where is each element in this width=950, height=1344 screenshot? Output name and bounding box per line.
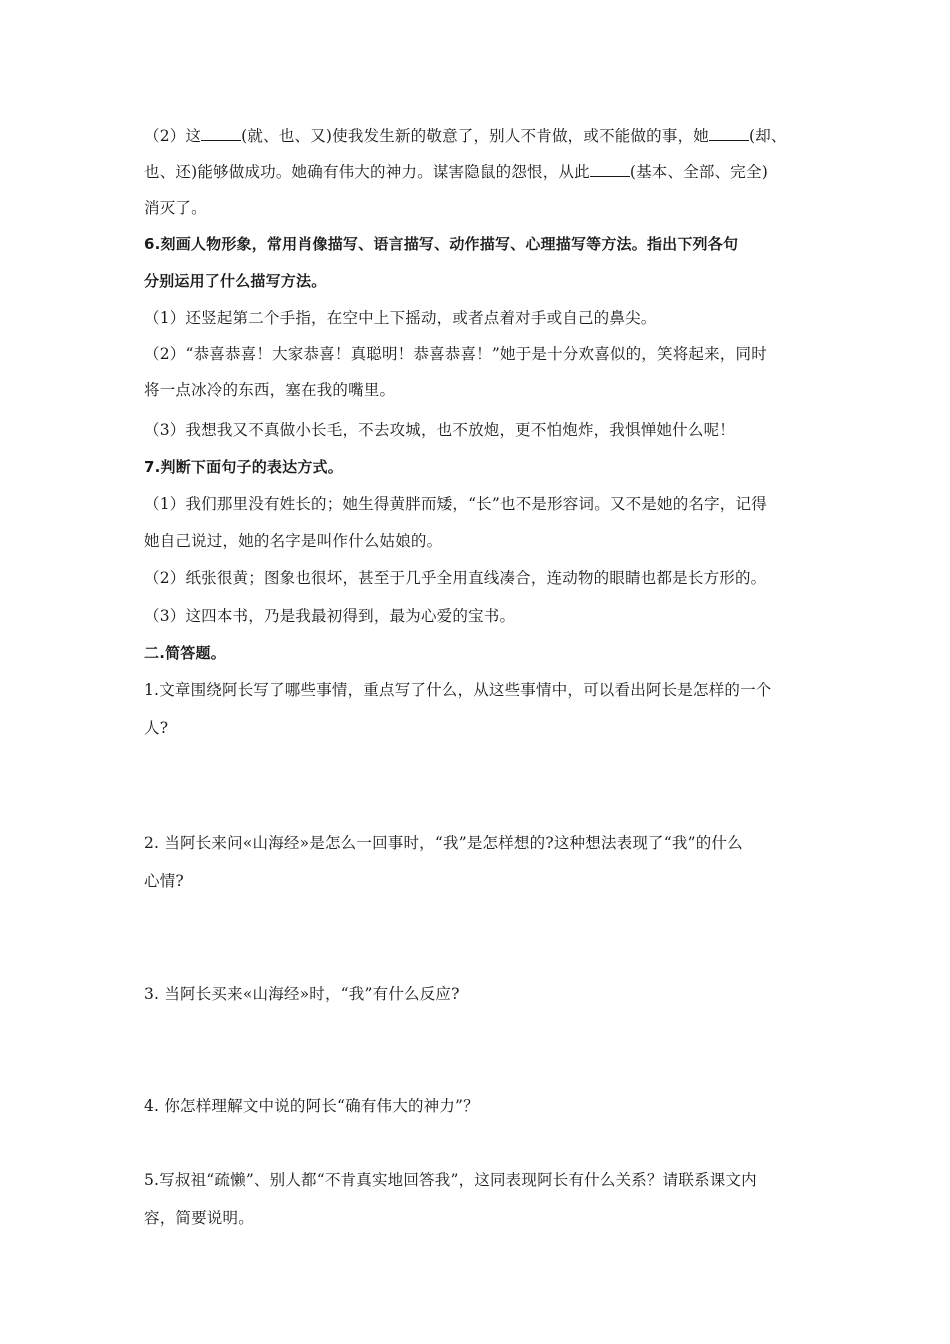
s2-q3: 3. 当阿长买来«山海经»时，“我”有什么反应? (144, 985, 460, 1003)
text-segment: (就、也、又)使我发生新的敬意了，别人不肯做，或不能做的事，她 (241, 127, 709, 145)
s2-q5-line2: 容，简要说明。 (144, 1209, 254, 1227)
s2-q1-line1: 1.文章围绕阿长写了哪些事情，重点写了什么，从这些事情中，可以看出阿长是怎样的一个 (144, 681, 772, 699)
q6-title-line2: 分别运用了什么描写方法。 (144, 272, 327, 290)
fill-blank (590, 161, 630, 177)
s2-q2-line2: 心情? (144, 872, 184, 890)
s2-q5-line1: 5.写叔祖“疏懒”、别人都“不肯真实地回答我”，这同表现阿长有什么关系？请联系课文内 (144, 1171, 757, 1189)
text-segment: (基本、全部、完全) (629, 163, 768, 181)
q7-sentence-1-line1: （1）我们那里没有姓长的；她生得黄胖而矮，“长”也不是形容词。又不是她的名字，记得 (144, 495, 767, 513)
text-segment: （2）这 (144, 127, 202, 145)
text-segment: (却、 (748, 127, 787, 145)
section2-title: 二.简答题。 (144, 644, 226, 662)
q6-sentence-2-line2: 将一点冰冷的东西，塞在我的嘴里。 (144, 381, 396, 399)
q5-part2-line1 (144, 125, 787, 146)
s2-q2-line1: 2. 当阿长来问«山海经»是怎么一回事时，“我”是怎样想的?这种想法表现了“我”的什么 (144, 834, 743, 852)
q7-sentence-2: （2）纸张很黄；图象也很坏，甚至于几乎全用直线凑合，连动物的眼睛也都是长方形的。 (144, 569, 767, 587)
q7-title: 7.判断下面句子的表达方式。 (144, 458, 343, 476)
fill-blank (709, 125, 749, 141)
s2-q1-line2: 人? (144, 719, 169, 737)
q7-sentence-3: （3）这四本书，乃是我最初得到，最为心爱的宝书。 (144, 607, 516, 625)
fill-blank (201, 125, 241, 141)
q6-sentence-1: （1）还竖起第二个手指，在空中上下摇动，或者点着对手或自己的鼻尖。 (144, 309, 657, 327)
q6-title-line1: 6.刻画人物形象，常用肖像描写、语言描写、动作描写、心理描写等方法。指出下列各句 (144, 235, 739, 253)
q6-sentence-2-line1: （2）“恭喜恭喜！大家恭喜！真聪明！恭喜恭喜！”她于是十分欢喜似的，笑将起来，同时 (144, 345, 767, 363)
q5-part2-line2 (144, 161, 768, 182)
q7-sentence-1-line2: 她自己说过，她的名字是叫作什么姑娘的。 (144, 532, 443, 550)
text-segment: 也、还)能够做成功。她确有伟大的神力。谋害隐鼠的怨恨，从此 (144, 163, 590, 181)
s2-q4: 4. 你怎样理解文中说的阿长“确有伟大的神力”？ (144, 1097, 479, 1115)
q5-part2-line3: 消灭了。 (144, 199, 207, 217)
q6-sentence-3: （3）我想我又不真做小长毛，不去攻城，也不放炮，更不怕炮炸，我惧惮她什么呢！ (144, 421, 735, 439)
